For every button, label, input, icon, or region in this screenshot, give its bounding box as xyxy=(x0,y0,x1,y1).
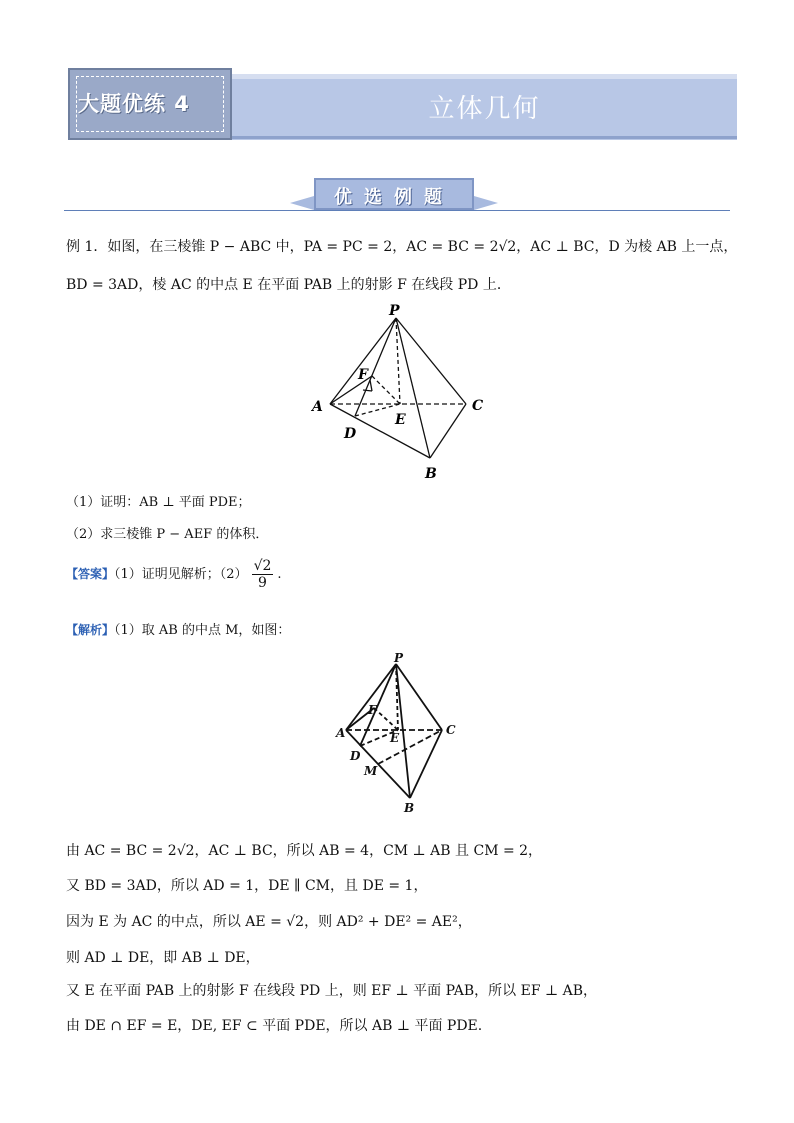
question-1: （1）证明：AB ⊥ 平面 PDE； xyxy=(66,495,251,510)
answer-text: （1）证明见解析；（2） xyxy=(114,567,248,582)
label2-F: F xyxy=(368,703,377,717)
problem-line-2: BD = 3AD，棱 AC 的中点 E 在平面 PAB 上的射影 F 在线段 PD 上． xyxy=(66,277,511,293)
label-A: A xyxy=(312,399,323,415)
analysis-text: （1）取 AB 的中点 M，如图： xyxy=(114,623,291,638)
label-F: F xyxy=(358,367,368,383)
header-banner-highlight xyxy=(232,74,737,79)
label-B: B xyxy=(425,466,437,482)
solution-line-5: 又 E 在平面 PAB 上的射影 F 在线段 PD 上，则 EF ⊥ 平面 PAB，所以 EF ⊥ AB， xyxy=(66,983,597,999)
pyramid-figure-2 xyxy=(330,648,470,818)
label2-A: A xyxy=(336,726,346,740)
answer-fraction xyxy=(252,558,274,591)
page-title: 立体几何 xyxy=(428,94,541,124)
label2-C: C xyxy=(446,723,456,737)
section-left-arrow xyxy=(290,196,314,210)
analysis-tag: 【解析】 xyxy=(66,623,115,637)
section-label: 优选例题 xyxy=(334,187,454,208)
label2-M: M xyxy=(364,764,378,778)
pyramid-figure-1 xyxy=(300,298,500,484)
question-2: （2）求三棱锥 P − AEF 的体积． xyxy=(66,527,269,542)
label2-P: P xyxy=(394,651,404,665)
answer-end: . xyxy=(277,567,282,582)
solution-line-2: 又 BD = 3AD，所以 AD = 1，DE ∥ CM，且 DE = 1， xyxy=(66,878,428,894)
header-banner-shadow xyxy=(232,136,737,139)
answer-frac-den: 9 xyxy=(258,575,267,591)
solution-line-1: 由 AC = BC = 2√2，AC ⊥ BC，所以 AB = 4，CM ⊥ AB 且 CM = 2， xyxy=(66,843,543,859)
label2-B: B xyxy=(404,801,415,815)
solution-line-4: 则 AD ⊥ DE，即 AB ⊥ DE， xyxy=(66,950,260,966)
label-P: P xyxy=(389,303,400,319)
answer-frac-num: √2 xyxy=(253,558,272,574)
problem-line-1: 例 1．如图，在三棱锥 P − ABC 中，PA = PC = 2，AC = BC = 2√2，AC ⊥ BC，D 为棱 AB 上一点， xyxy=(66,239,738,255)
analysis-line xyxy=(66,619,290,638)
solution-line-6: 由 DE ∩ EF = E，DE, EF ⊂ 平面 PDE，所以 AB ⊥ 平面 PDE. xyxy=(66,1018,483,1034)
label2-E: E xyxy=(390,731,400,745)
section-divider xyxy=(64,210,730,211)
answer-tag: 【答案】 xyxy=(66,567,115,581)
section-right-arrow xyxy=(474,196,498,210)
header-badge: 大题优练 4 xyxy=(78,92,190,116)
answer-line xyxy=(66,558,282,591)
label-D: D xyxy=(344,426,357,442)
solution-line-3: 因为 E 为 AC 的中点，所以 AE = √2，则 AD² + DE² = AE²， xyxy=(66,914,472,930)
label-C: C xyxy=(472,398,484,414)
label2-D: D xyxy=(350,749,361,763)
label-E: E xyxy=(395,412,406,428)
